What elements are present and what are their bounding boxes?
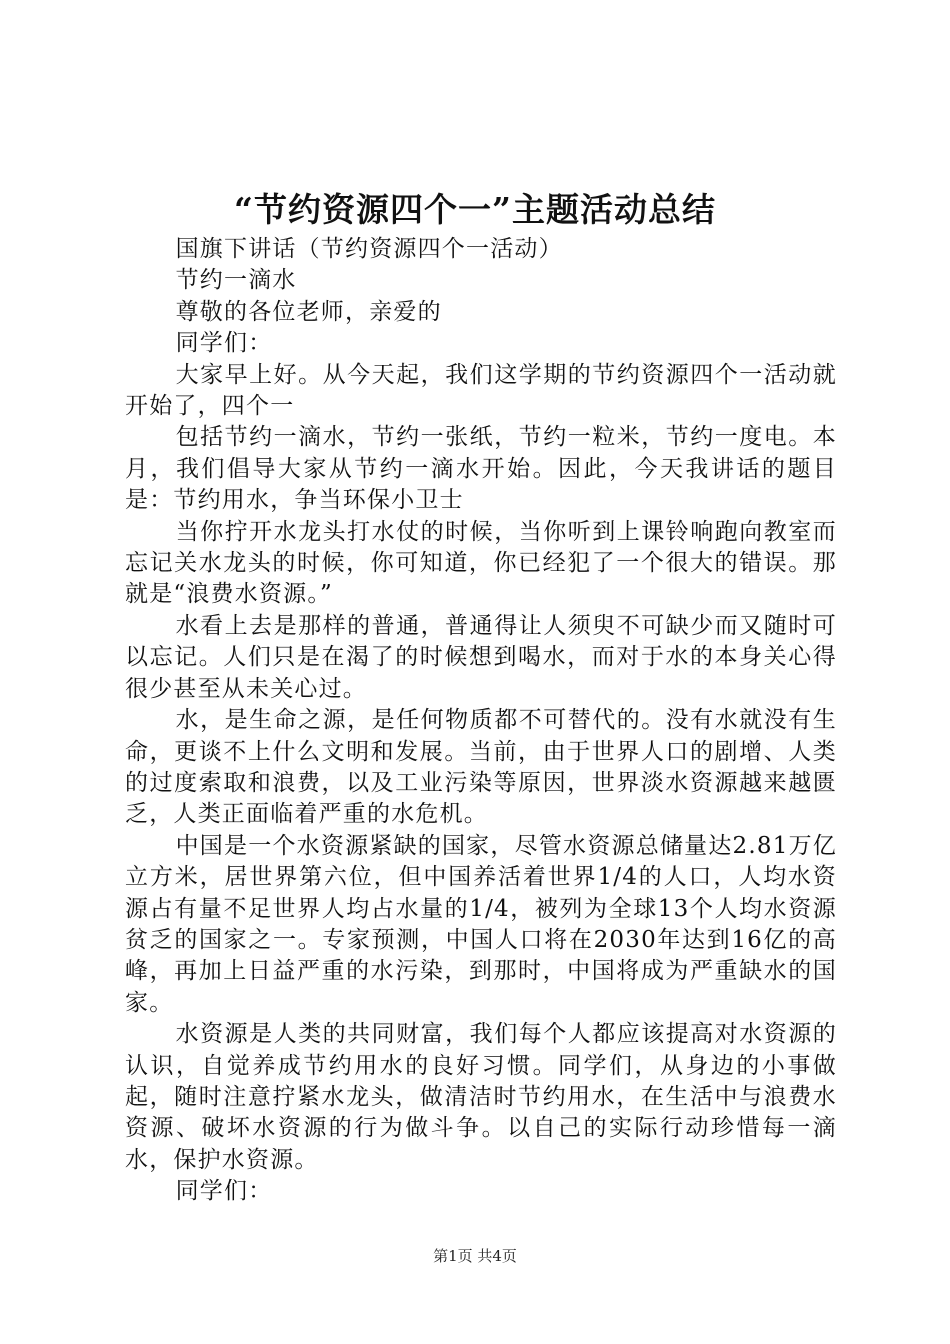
paragraph: 水资源是人类的共同财富，我们每个人都应该提高对水资源的认识，自觉养成节约用水的良好习惯。同学们，从身边的小事做起，随时注意拧紧水龙头，做清洁时节约用水，在生活中与浪费水资源、破坏水资源的行为做斗争。以自己的实际行动珍惜每一滴水，保护水资源。 [125, 1021, 837, 1173]
page-footer: 第1页 共4页 [433, 1247, 517, 1265]
document-title: “节约资源四个一”主题活动总结 [234, 190, 716, 229]
paragraph: 尊敬的各位老师，亲爱的 [175, 298, 442, 325]
paragraph: 大家早上好。从今天起，我们这学期的节约资源四个一活动就开始了，四个一 [125, 361, 837, 420]
paragraph: 中国是一个水资源紧缺的国家，尽管水资源总储量达2.81万亿立方米，居世界第六位，但中国养活着世界1/4的人口，人均水资源占有量不足世界人均占水量的1/4，被列为全球13个人均水资源贫乏的国家之一。专家预测，中国人口将在2030年达到16亿的高峰，再加上日益严重的水污染，到那时，中国将成为严重缺水的国家。 [125, 832, 837, 1016]
paragraph: 节约一滴水 [175, 267, 297, 294]
paragraph: 包括节约一滴水，节约一张纸，节约一粒米，节约一度电。本月，我们倡导大家从节约一滴水开始。因此，今天我讲话的题目是：节约用水，争当环保小卫士 [125, 424, 837, 514]
document-body [125, 234, 837, 1208]
paragraph: 同学们： [175, 1178, 273, 1205]
paragraph: 国旗下讲话（节约资源四个一活动） [175, 236, 563, 262]
paragraph: 当你拧开水龙头打水仗的时候，当你听到上课铃响跑向教室而忘记关水龙头的时候，你可知道，你已经犯了一个很大的错误。那就是“浪费水资源。” [125, 518, 837, 608]
paragraph: 水，是生命之源，是任何物质都不可替代的。没有水就没有生命，更谈不上什么文明和发展。当前，由于世界人口的剧增、人类的过度索取和浪费，以及工业污染等原因，世界淡水资源越来越匮乏，人类正面临着严重的水危机。 [125, 707, 837, 828]
paragraph: 同学们： [175, 330, 273, 357]
paragraph: 水看上去是那样的普通，普通得让人须臾不可缺少而又随时可以忘记。人们只是在渴了的时候想到喝水，而对于水的本身关心得很少甚至从未关心过。 [125, 612, 837, 702]
